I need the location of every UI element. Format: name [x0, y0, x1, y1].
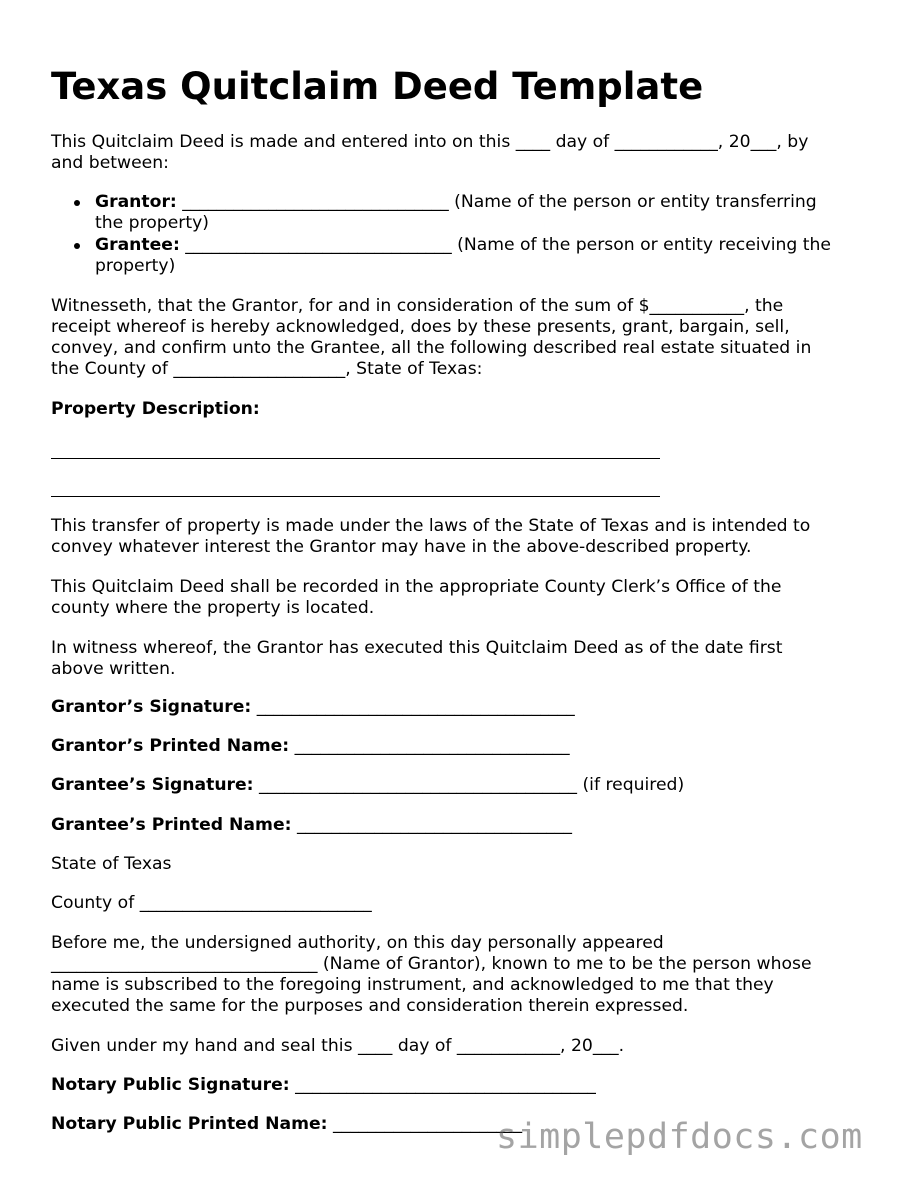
notary-printed-name-field	[51, 1114, 522, 1135]
grantor-printed-name-label: Grantor’s Printed Name:	[51, 736, 290, 756]
notary-printed-name-line: ______________________	[327, 1114, 523, 1134]
grantee-text: _______________________________ (Name of the person or entity receiving the	[179, 234, 831, 255]
grantee-printed-name-line: ________________________________	[291, 815, 572, 835]
grantor-text-cont: the property)	[95, 213, 209, 234]
grantor-printed-name-field	[51, 736, 570, 757]
property-description-heading: Property Description:	[51, 399, 260, 419]
grantee-label: Grantee:	[95, 234, 180, 255]
grantor-text: _______________________________ (Name of the person or entity transferring	[176, 192, 817, 212]
recording-line-2: county where the property is located.	[51, 598, 375, 618]
grantor-label: Grantor:	[95, 192, 177, 212]
witnesseth-line-1: Witnesseth, that the Grantor, for and in consideration of the sum of $___________, the	[51, 296, 784, 316]
notary-signature-line: ___________________________________	[289, 1075, 596, 1095]
grantor-signature-field	[51, 697, 575, 718]
grantee-signature-line: _____________________________________ (if required)	[253, 775, 685, 795]
grantee-text-cont: property)	[95, 255, 176, 276]
grantee-printed-name-label: Grantee’s Printed Name:	[51, 815, 292, 835]
witnesseth-line-2: receipt whereof is hereby acknowledged, does by these presents, grant, bargain, sell,	[51, 317, 790, 337]
transfer-line-2: convey whatever interest the Grantor may have in the above-described property.	[51, 537, 752, 557]
intro-line-2: and between:	[51, 153, 169, 173]
grantor-signature-line: _____________________________________	[251, 697, 575, 717]
property-description-line-1	[51, 458, 660, 459]
recording-line-1: This Quitclaim Deed shall be recorded in the appropriate County Clerk’s Office of the	[51, 577, 782, 597]
given-under-hand: Given under my hand and seal this ____ day of ____________, 20___.	[51, 1036, 625, 1056]
property-description-line-2	[51, 496, 660, 497]
grantor-signature-label: Grantor’s Signature:	[51, 697, 252, 717]
acknowledgment-line-1: Before me, the undersigned authority, on this day personally appeared	[51, 933, 664, 953]
witnesseth-line-3: convey, and confirm unto the Grantee, all the following described real estate situated in	[51, 338, 812, 358]
witness-line-2: above written.	[51, 659, 176, 679]
watermark: simplepdfdocs.com	[496, 1117, 863, 1157]
grantor-printed-name-line: ________________________________	[289, 736, 570, 756]
acknowledgment-line-3: name is subscribed to the foregoing instrument, and acknowledged to me that they	[51, 975, 774, 995]
parties-list	[51, 192, 831, 277]
notary-signature-label: Notary Public Signature:	[51, 1075, 290, 1095]
grantee-signature-field	[51, 775, 684, 796]
notary-state: State of Texas	[51, 854, 172, 874]
acknowledgment-line-2: _______________________________ (Name of Grantor), known to me to be the person whose	[51, 954, 812, 974]
grantee-signature-label: Grantee’s Signature:	[51, 775, 254, 795]
intro-line-1: This Quitclaim Deed is made and entered into on this ____ day of ____________, 20___, by	[51, 132, 809, 152]
page-title: Texas Quitclaim Deed Template	[51, 65, 704, 108]
transfer-line-1: This transfer of property is made under the laws of the State of Texas and is intended to	[51, 516, 811, 536]
witnesseth-line-4: the County of ____________________, State of Texas:	[51, 359, 483, 379]
grantee-printed-name-field	[51, 815, 572, 836]
notary-signature-field	[51, 1075, 596, 1096]
list-item-grantor	[51, 192, 831, 235]
list-item-grantee	[51, 235, 831, 278]
notary-printed-name-label: Notary Public Printed Name:	[51, 1114, 328, 1134]
witness-line-1: In witness whereof, the Grantor has executed this Quitclaim Deed as of the date first	[51, 638, 783, 658]
notary-county: County of ___________________________	[51, 893, 372, 913]
acknowledgment-line-4: executed the same for the purposes and consideration therein expressed.	[51, 996, 689, 1016]
